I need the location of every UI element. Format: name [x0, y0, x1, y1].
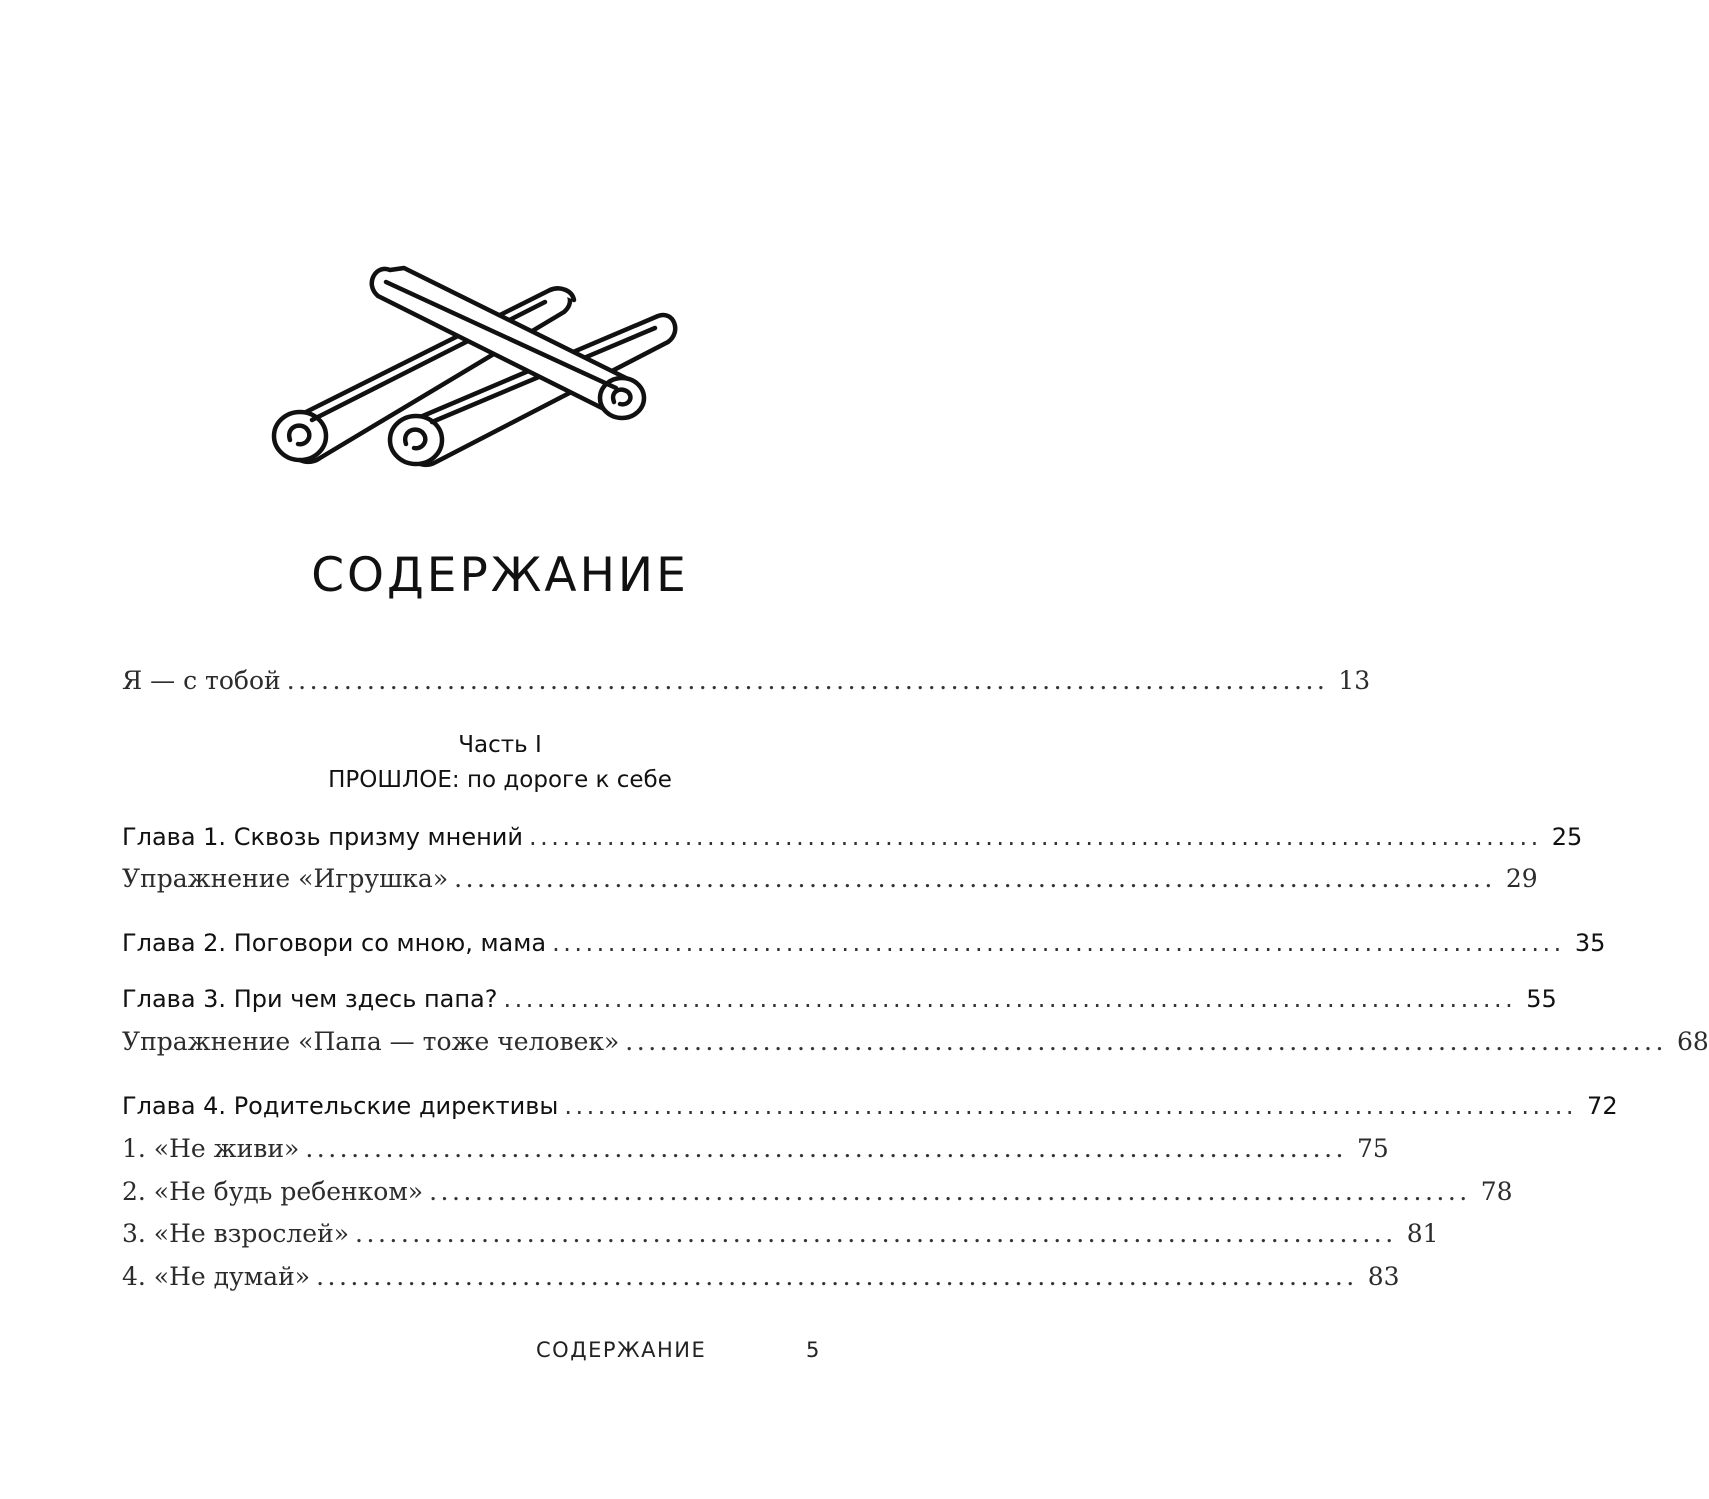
toc-entry-page: 68	[1676, 1027, 1709, 1056]
dot-leader: ...........................................................................................	[305, 1134, 1348, 1163]
dot-leader: ...........................................................................................	[528, 823, 1542, 851]
dot-leader: ...........................................................................................	[503, 985, 1517, 1013]
toc-entry-title: Упражнение «Игрушка»	[122, 864, 449, 893]
toc-entry-page: 13	[1338, 666, 1371, 695]
toc-entry-page: 81	[1406, 1219, 1439, 1248]
toc-entry-chapter-4[interactable]	[122, 1092, 1618, 1120]
toc-entry-directive-2[interactable]	[122, 1177, 1513, 1206]
toc-entry-page: 75	[1357, 1134, 1389, 1163]
toc-entry-page: 78	[1480, 1177, 1513, 1206]
dot-leader: ...........................................................................................	[316, 1262, 1358, 1291]
dot-leader: ...........................................................................................	[355, 1219, 1397, 1248]
page-title: СОДЕРЖАНИЕ	[311, 548, 689, 603]
toc-entry-title: 1. «Не живи»	[122, 1134, 300, 1163]
dot-leader: ...........................................................................................	[429, 1177, 1471, 1206]
toc-entry-page: 72	[1587, 1092, 1618, 1120]
toc-entry-title: 4. «Не думай»	[122, 1262, 311, 1291]
toc-entry-intro[interactable]	[122, 666, 1371, 695]
toc-entry-title: Глава 1. Сквозь призму мнений	[122, 823, 523, 851]
toc-entry-title: Упражнение «Папа — тоже человек»	[122, 1027, 620, 1056]
toc-entry-exercise-dad[interactable]	[122, 1027, 1709, 1056]
running-footer-title: СОДЕРЖАНИЕ	[536, 1338, 707, 1362]
toc-entry-chapter-2[interactable]	[122, 929, 1606, 957]
dot-leader: ...........................................................................................	[454, 864, 1496, 893]
dot-leader: ...........................................................................................	[286, 666, 1329, 695]
toc-entry-title: 3. «Не взрослей»	[122, 1219, 350, 1248]
part-label: Часть I	[458, 732, 542, 758]
toc-entry-exercise-toy[interactable]	[122, 864, 1538, 893]
part-subtitle: ПРОШЛОЕ: по дороге к себе	[328, 767, 672, 793]
toc-entry-page: 83	[1367, 1262, 1400, 1291]
toc-entry-directive-3[interactable]	[122, 1219, 1439, 1248]
toc-entry-chapter-1[interactable]	[122, 823, 1583, 851]
toc-entry-chapter-3[interactable]	[122, 985, 1557, 1013]
page-number: 5	[806, 1338, 820, 1362]
dot-leader: ...........................................................................................	[625, 1027, 1667, 1056]
toc-entry-directive-1[interactable]	[122, 1134, 1389, 1163]
toc-entry-page: 25	[1551, 823, 1583, 851]
toc-entry-title: 2. «Не будь ребенком»	[122, 1177, 424, 1206]
toc-entry-page: 35	[1574, 929, 1606, 957]
toc-entry-page: 55	[1526, 985, 1557, 1013]
cinnamon-sticks-icon	[260, 250, 690, 490]
toc-entry-title: Я — с тобой	[122, 666, 281, 695]
dot-leader: ...........................................................................................	[564, 1092, 1578, 1120]
toc-entry-title: Глава 2. Поговори со мною, мама	[122, 929, 547, 957]
toc-entry-title: Глава 3. При чем здесь папа?	[122, 985, 498, 1013]
toc-entry-page: 29	[1505, 864, 1538, 893]
toc-entry-directive-4[interactable]	[122, 1262, 1400, 1291]
toc-entry-title: Глава 4. Родительские директивы	[122, 1092, 559, 1120]
dot-leader: ...........................................................................................	[552, 929, 1565, 957]
